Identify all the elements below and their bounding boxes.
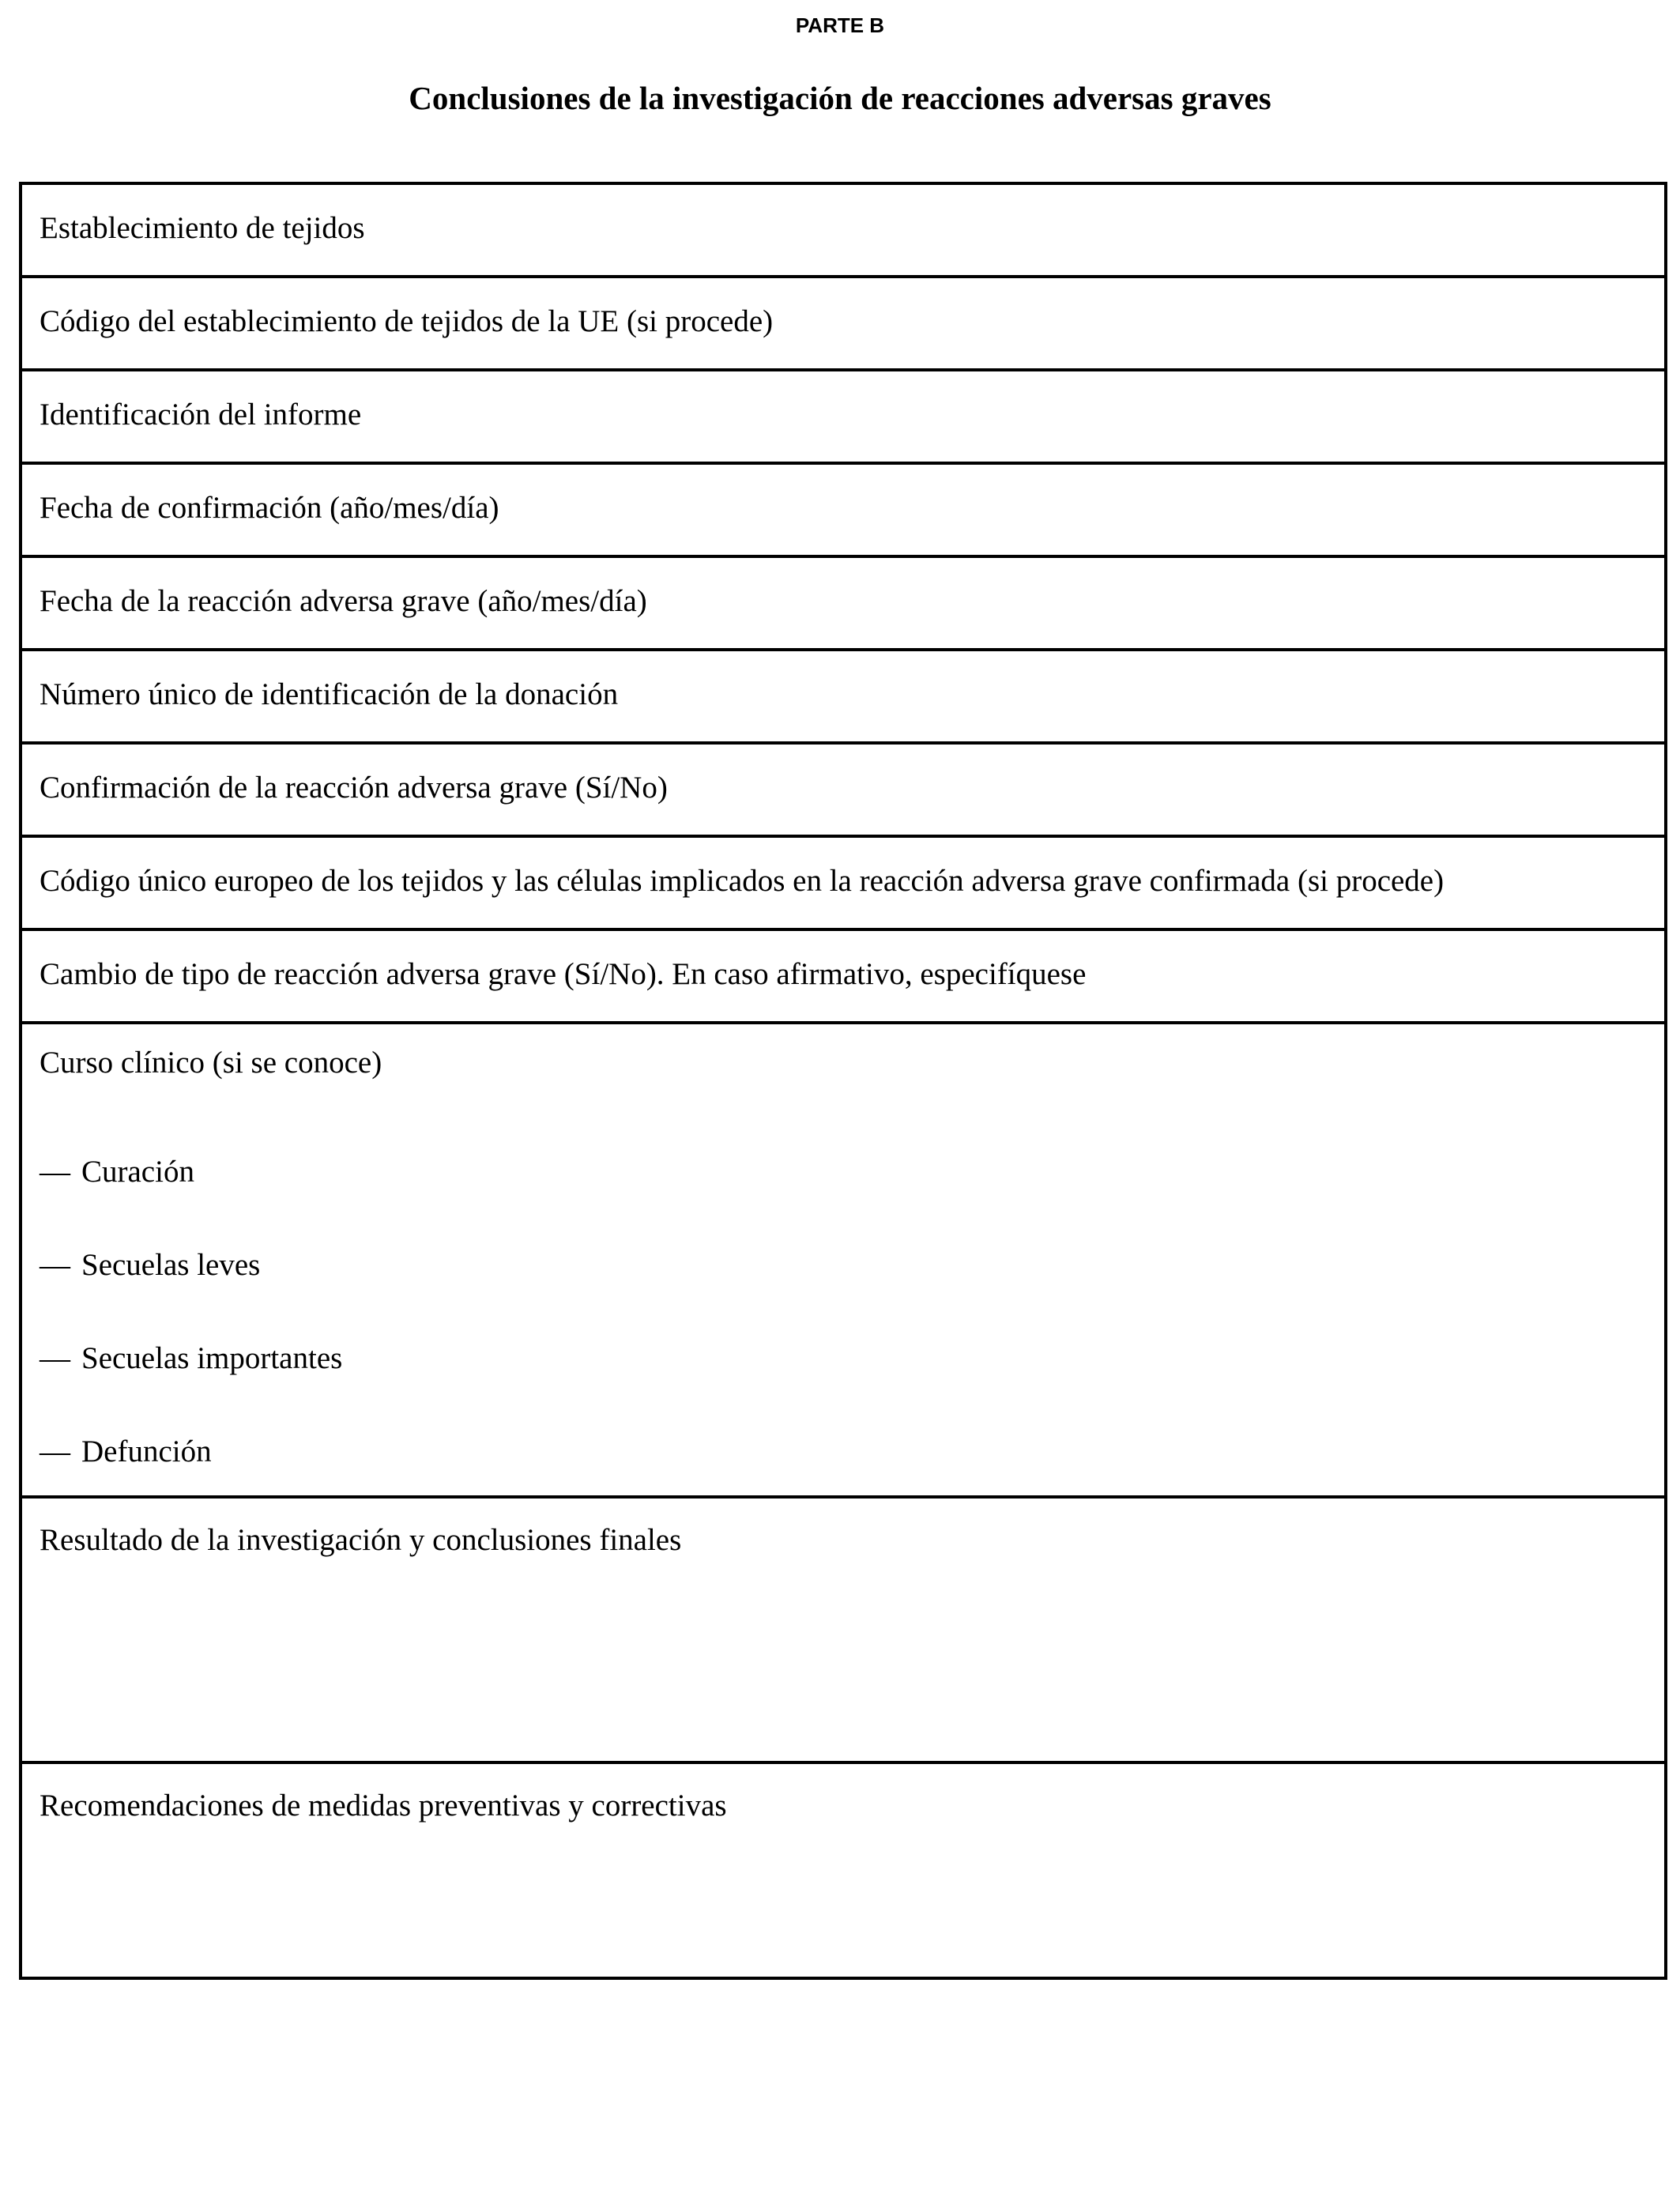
clinical-option-recovery[interactable] — [40, 1152, 194, 1192]
field-label: Identificación del informe — [40, 398, 362, 432]
option-label: Secuelas leves — [81, 1248, 261, 1282]
dash-bullet: — — [40, 1434, 70, 1468]
dash-bullet: — — [40, 1341, 70, 1375]
form-row-clinical-course[interactable] — [22, 1024, 1664, 1498]
form-row-donation-id[interactable] — [22, 651, 1664, 745]
clinical-option-major-sequelae[interactable] — [40, 1339, 342, 1378]
page-title: Conclusiones de la investigación de reacciones adversas graves — [409, 80, 1271, 116]
form-row-recommendations[interactable] — [22, 1764, 1664, 1980]
clinical-option-death[interactable] — [40, 1432, 212, 1472]
field-label: Curso clínico (si se conoce) — [40, 1046, 382, 1080]
option-label: Curación — [81, 1155, 194, 1189]
form-row-type-change[interactable] — [22, 931, 1664, 1024]
form-row-establishment[interactable] — [22, 185, 1664, 278]
form-row-reaction-confirmation[interactable] — [22, 745, 1664, 838]
form-table — [19, 182, 1667, 1980]
field-label: Resultado de la investigación y conclusiones finales — [40, 1523, 682, 1557]
field-label: Fecha de confirmación (año/mes/día) — [40, 491, 499, 525]
part-label: PARTE B — [795, 13, 885, 37]
field-label: Número único de identificación de la donación — [40, 677, 619, 711]
field-label: Confirmación de la reacción adversa grave (Sí/No) — [40, 771, 668, 805]
option-label: Secuelas importantes — [81, 1341, 343, 1375]
field-label: Código único europeo de los tejidos y las células implicados en la reacción adversa grave confirmada (si procede) — [40, 864, 1445, 898]
dash-bullet: — — [40, 1248, 70, 1282]
option-label: Defunción — [81, 1434, 212, 1468]
form-row-results[interactable] — [22, 1498, 1664, 1764]
field-label: Recomendaciones de medidas preventivas y correctivas — [40, 1789, 727, 1823]
field-label: Fecha de la reacción adversa grave (año/mes/día) — [40, 584, 647, 618]
field-label: Cambio de tipo de reacción adversa grave (Sí/No). En caso afirmativo, especifíquese — [40, 957, 1087, 991]
form-row-confirmation-date[interactable] — [22, 465, 1664, 558]
form-row-report-id[interactable] — [22, 371, 1664, 465]
dash-bullet: — — [40, 1155, 70, 1189]
form-row-eu-code[interactable] — [22, 278, 1664, 371]
field-label: Código del establecimiento de tejidos de la UE (si procede) — [40, 304, 774, 338]
clinical-option-minor-sequelae[interactable] — [40, 1246, 260, 1285]
form-row-reaction-date[interactable] — [22, 558, 1664, 651]
field-label: Establecimiento de tejidos — [40, 211, 365, 245]
form-row-european-code[interactable] — [22, 838, 1664, 931]
